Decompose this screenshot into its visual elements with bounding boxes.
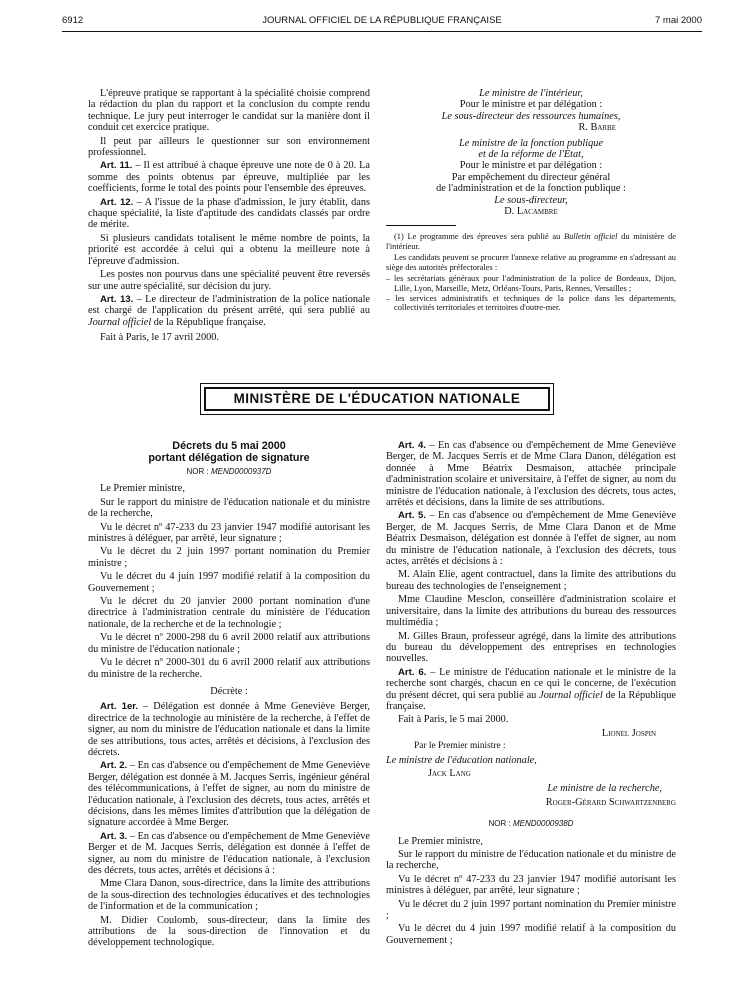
paragraph: Vu le décret nº 47-233 du 23 janvier 1947 modifié autorisant les ministres à déléguer, par arrêté, leur signature ; [386,873,676,897]
article-3 [88,831,370,877]
signer-name: Roger-Gérard Schwartzenberg [545,796,676,808]
article-text: – A l'issue de la phase d'admission, le jury établit, dans chaque spécialité, la liste d'aptitude des candidats classés par ordre de mérite. [88,196,370,231]
article-text: de la République française. [386,689,676,712]
paragraph: Sur le rapport du ministre de l'éducation nationale et du ministre de la recherche, [88,496,370,520]
par-le-premier-ministre: Par le Premier ministre : [414,741,506,752]
list-item: – les secrétariats généraux pour l'administration de la police de Bordeaux, Dijon, Lille, Lyon, Marseille, Metz, Orléans-Tours, Paris, Rennes, Versailles ; [386,274,676,293]
list-item: M. Alain Elie, agent contractuel, dans la limite des attributions du bureau des technologies de l'enseignement ; [386,569,676,592]
article-2 [88,760,370,828]
decree-title-line: portant délégation de signature [148,452,310,464]
spacer [386,810,676,816]
ministry-heading-box [200,383,554,415]
article-6 [386,667,676,713]
decrete: Décrète : [210,685,248,697]
paragraph: Sur le rapport du ministre de l'éducation nationale et du ministre de la recherche, [386,849,676,872]
decree-right-column [386,440,676,948]
article-5 [386,510,676,567]
signer-name: R. Barbe [578,122,616,134]
article-label: Art. 6. [398,666,427,678]
paragraph: Vu le décret du 4 juin 1997 modifié relatif à la composition du Gouvernement ; [88,571,370,594]
article-12 [88,197,370,231]
footnote-text: (1) Le programme des épreuves sera publié au [394,232,564,242]
footnotes [386,232,676,312]
ministry-heading: MINISTÈRE DE L'ÉDUCATION NATIONALE [204,387,550,411]
article-13 [88,294,370,328]
signer-line: Le sous-directeur, [494,194,568,206]
journal-name: Journal officiel [539,689,603,701]
page-header [62,13,702,32]
bulletin-name: Bulletin officiel [564,232,618,242]
article-label: Art. 5. [398,510,427,522]
fait-a-paris: Fait à Paris, le 17 avril 2000. [100,332,219,344]
article-label: Art. 13. [100,293,134,305]
signature-block-interieur [386,88,676,134]
paragraph: Vu le décret nº 2000-301 du 6 avril 2000 relatif aux attributions du ministre de la recherche. [88,657,370,680]
signer-title: Le ministre de la fonction publique [458,137,604,149]
signer-line: de l'administration et de la fonction publique : [436,183,626,195]
nor-reference [88,466,370,477]
paragraph: L'épreuve pratique se rapportant à la spécialité choisie comprend la rédaction du plan du rapport et la conclusion du compte rendu technique. Le jury peut interroger le candidat sur la manière dont il conduit cet exercice pratique. [88,88,370,134]
journal-name: Journal officiel [88,316,152,328]
paragraph: Les postes non pourvus dans une spécialité peuvent être reversés sur une autre spécialité, sur décision du jury. [88,269,370,292]
signer-name: D. Lacambre [504,206,558,218]
list-item: M. Didier Coulomb, sous-directeur, dans la limite des attributions de la sous-direction de l'innovation et du développement technologique. [88,914,370,949]
article-text: – Il est attribué à chaque épreuve une note de 0 à 20. La somme des points obtenus par épreuve, multipliée par les coefficients, forme le total des points pour l'ensemble des épreuves. [88,160,370,195]
journal-title: JOURNAL OFFICIEL DE LA RÉPUBLIQUE FRANÇAISE [262,15,502,26]
signature-block-fonction-publique [386,138,676,218]
signer-title: Le ministre de l'éducation nationale, [386,754,537,766]
top-right-column [386,88,676,314]
article-11 [88,160,370,194]
paragraph: Vu le décret du 4 juin 1997 modifié relatif à la composition du Gouvernement ; [386,923,676,946]
article-label: Art. 12. [100,196,134,208]
article-1 [88,701,370,758]
nor-code: MEND0000938D [512,819,574,829]
article-text: – En cas d'absence ou d'empêchement de Mme Geneviève Berger, de M. Jacques Serris, de Mme Clara Danon et de Mme Béatrix Desmaison, délégation est donnée à l'effet de signer, au nom du ministre de l'éducation nationale, à l'exclusion des décrets, tous actes, arrêtés et décisions à : [386,510,676,568]
article-text: – En cas d'absence ou d'empêchement de Mme Geneviève Berger, de M. Jacques Serris et de Mme Clara Danon, délégation est donnée à Mme Béatrix Desmaison, attachée principale d'administration scolaire et universitaire, à l'effet de signer, au nom du ministre de l'éducation nationale, à l'exclusion des décrets, tous actes, arrêtés et décisions, dans la limite de ses attributions. [386,440,676,509]
paragraph: Si plusieurs candidats totalisent le même nombre de points, la priorité est accordée à celui qui a obtenu la meilleure note à l'épreuve d'admission. [88,232,370,267]
page-number: 6912 [62,15,84,26]
article-text: – En cas d'absence ou d'empêchement de Mme Geneviève Berger et de M. Jacques Serris, délégation est donnée à l'effet de signer, au nom du ministre de l'éducation nationale, à l'exclusion des décrets, tous actes, arrêtés et décisions à : [88,830,370,876]
signer-name-pm: Lionel Jospin [601,727,656,739]
issue-date: 7 mai 2000 [654,15,702,26]
paragraph: Vu le décret nº 47-233 du 23 janvier 1947 modifié autorisant les ministres à déléguer, par arrêté, leur signature ; [88,521,370,545]
article-label: Art. 1er. [100,701,139,713]
signer-title: et de la réforme de l'Etat, [478,149,584,161]
article-4 [386,440,676,508]
footnote-rule [386,225,456,226]
footnote-2: Les candidats peuvent se procurer l'annexe relative au programme en s'adressant au siège des autorités préfectorales : [386,253,676,272]
article-label: Art. 2. [100,760,128,772]
paragraph: Le Premier ministre, [398,835,483,847]
nor-code: MEND0000937D [210,467,272,476]
nor-label: NOR : [488,819,513,829]
article-text: – Le directeur de l'administration de la police nationale est chargé de l'application du présent arrêté, qui sera publié au [88,293,371,317]
footnote-1 [386,232,676,251]
paragraph: Vu le décret nº 2000-298 du 6 avril 2000 relatif aux attributions du ministre de l'éducation nationale ; [88,632,370,655]
signer-line: Pour le ministre et par délégation : [459,99,603,111]
article-label: Art. 3. [100,830,128,842]
footnote-list [386,274,676,313]
signer-name: Jack Lang [428,767,471,779]
paragraph: Le Premier ministre, [100,483,185,495]
decree-title [88,440,370,464]
paragraph: Vu le décret du 2 juin 1997 portant nomination du Premier ministre ; [88,546,370,569]
article-label: Art. 4. [398,440,427,451]
top-left-column [88,88,370,346]
article-text: – En cas d'absence ou d'empêchement de Mme Geneviève Berger, délégation est donnée à M. Jacques Serris, ingénieur général des télécommunications, à l'effet de signer, au nom du ministre de l'éducation nationale, à l'exclusion des décrets, tous actes, arrêtés et décisions, dans les mêmes limites d'attribution que la délégation de signature accordée à Mme Berger. [88,760,370,829]
paragraph: Vu le décret du 20 janvier 2000 portant nomination d'une directrice à l'administration centrale du ministère de l'éducation nationale, de la recherche et de la technologie ; [88,596,370,630]
fait-a-paris: Fait à Paris, le 5 mai 2000. [398,714,509,726]
signer-line: Pour le ministre et par délégation : [459,160,603,172]
list-item: Mme Claudine Mesclon, conseillère d'administration scolaire et universitaire, dans la limite des attributions du bureau des ressources multimédia ; [386,594,676,629]
paragraph: Vu le décret du 2 juin 1997 portant nomination du Premier ministre ; [386,898,676,922]
signer-title: Le ministre de la recherche, [547,783,662,795]
nor-reference [386,818,676,829]
article-label: Art. 11. [100,160,133,172]
decree-title-line: Décrets du 5 mai 2000 [172,440,286,452]
signer-line: Par empêchement du directeur général [451,171,611,183]
decree-left-column [88,440,370,951]
footnote-text: du ministère de l'intérieur. [386,232,676,251]
nor-label: NOR : [186,467,211,476]
paragraph: Il peut par ailleurs le questionner sur son environnement professionnel. [88,135,370,159]
list-item: – les services administratifs et techniques de la police dans les départements, collectivités territoriales et territoires d'outre-mer. [386,293,676,313]
signer-title: Le ministre de l'intérieur, [479,88,583,99]
signer-line: Le sous-directeur des ressources humaines, [441,110,621,122]
list-item: Mme Clara Danon, sous-directrice, dans la limite des attributions de la sous-direction des technologies éducatives et des technologies de l'information et de la communication ; [88,878,370,913]
article-text: – Délégation est donnée à Mme Geneviève Berger, directrice de la technologie au ministère de la recherche, à l'effet de signer, au nom du ministre de l'éducation nationale et dans la limite de ses attributions, tous actes, arrêtés et décisions, à l'exclusion des décrets. [88,701,370,758]
list-item: M. Gilles Braun, professeur agrégé, dans la limite des attributions du bureau du développement des entreprises en technologies nouvelles. [386,630,676,665]
article-text: de la République française. [151,316,266,328]
article-text: – Le ministre de l'éducation nationale et le ministre de la recherche sont chargés, chacun en ce qui le concerne, de l'exécution du présent décret, qui sera publié au [386,666,676,701]
